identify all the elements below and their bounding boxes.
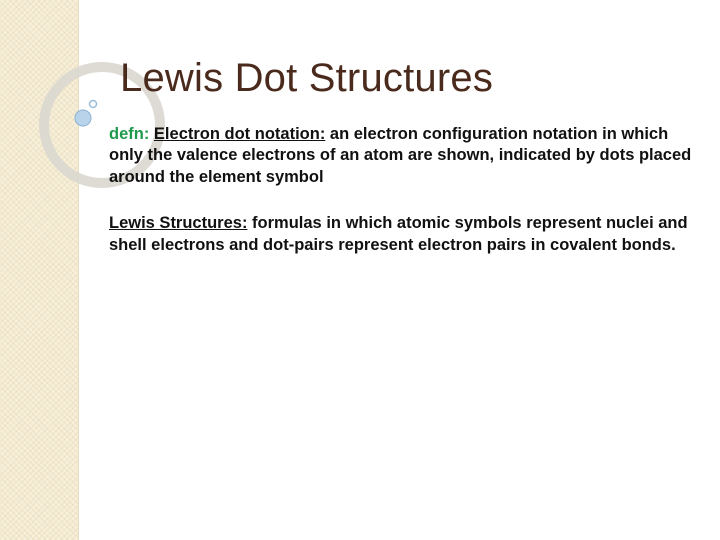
small-dot-decoration (90, 101, 97, 108)
slide-body (109, 124, 699, 281)
slide-title: Lewis Dot Structures (120, 56, 494, 100)
lewis-term: Lewis Structures: (109, 214, 248, 233)
blue-bubble-decoration (75, 110, 91, 126)
definition-text: an electron configuration notation in which only the valence electrons of an atom are shown, indicated by dots placed around the element symbol (109, 125, 692, 186)
lewis-paragraph (109, 213, 699, 256)
definition-term: Electron dot notation: (153, 125, 326, 143)
definition-paragraph (109, 124, 699, 188)
defn-label: defn: (109, 125, 150, 143)
lewis-text: formulas in which atomic symbols represent nuclei and shell electrons and dot-pairs represent electron pairs in covalent bonds. (109, 214, 688, 254)
